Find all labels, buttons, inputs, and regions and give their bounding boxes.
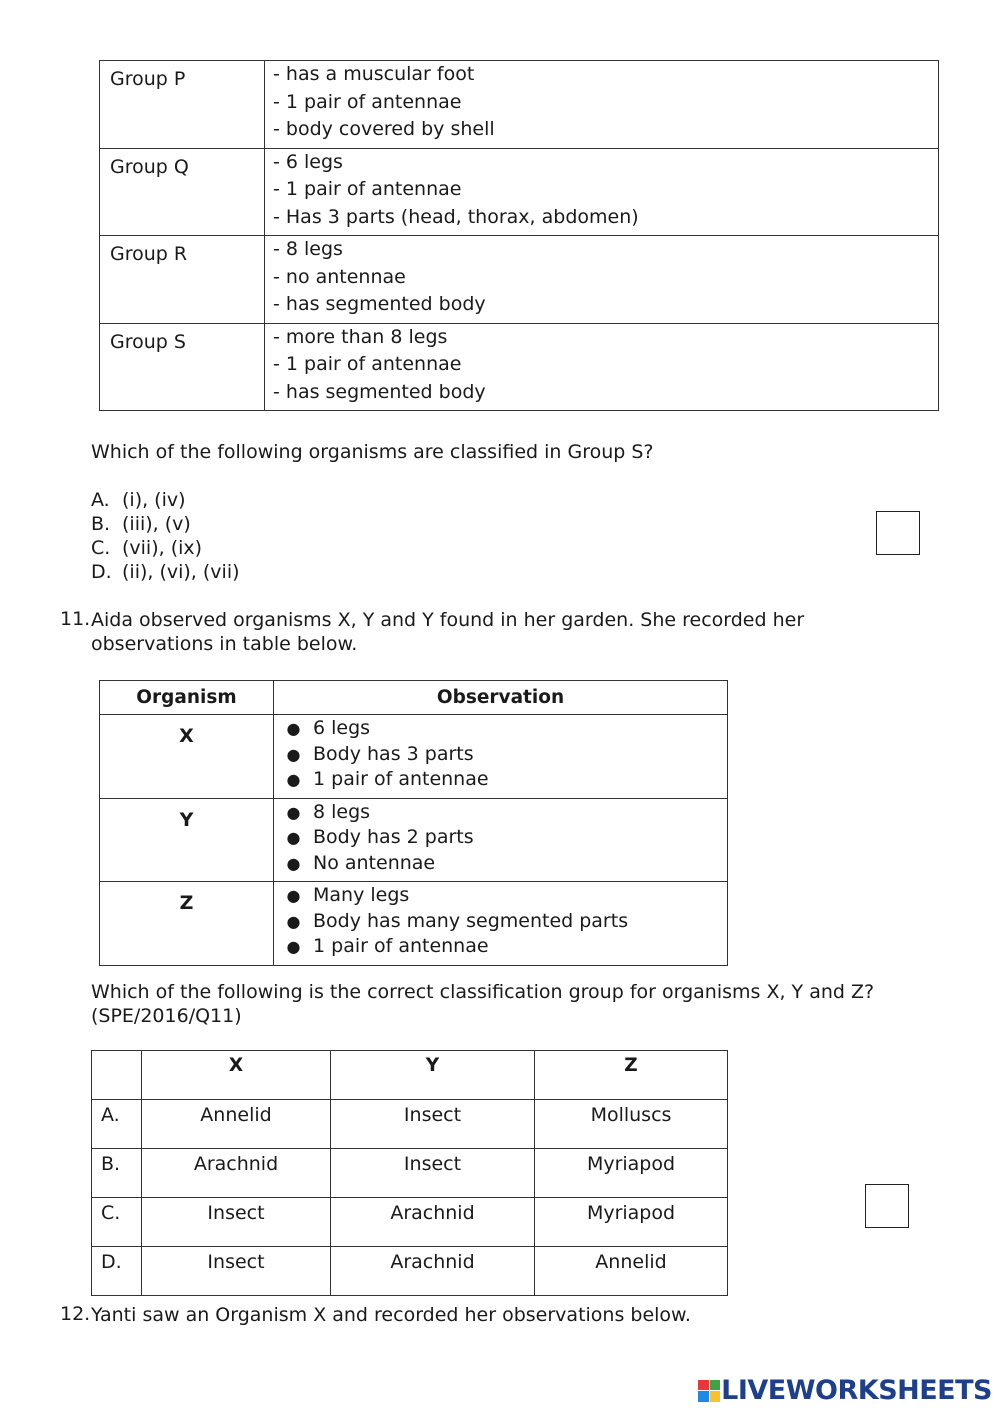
group-name: Group P — [100, 61, 265, 149]
q11-intro-line2: observations in table below. — [91, 633, 358, 655]
option-letter: C. — [91, 537, 111, 559]
table-cell: Myriapod — [535, 1149, 728, 1198]
group-features — [265, 323, 939, 411]
observation-text: Body has 2 parts — [313, 826, 474, 848]
q11-prompt-line1: Which of the following is the correct classification group for organisms X, Y and Z? — [91, 981, 875, 1003]
list-item — [274, 851, 727, 877]
feature-line: - 8 legs — [273, 238, 343, 260]
list-item — [274, 800, 727, 826]
organism-cell: Y — [100, 798, 274, 882]
column-header-x: X — [142, 1051, 331, 1100]
liveworksheets-logo — [698, 1375, 992, 1406]
feature-line: - 1 pair of antennae — [273, 178, 462, 200]
group-features — [265, 236, 939, 324]
observation-text: 8 legs — [313, 800, 371, 823]
feature-line: - 1 pair of antennae — [273, 90, 462, 113]
group-name: Group S — [100, 323, 265, 411]
observation-cell — [274, 715, 728, 799]
table-row — [100, 61, 939, 149]
option-letter: D. — [92, 1247, 142, 1296]
table-row — [100, 798, 728, 882]
table-header-row — [100, 681, 728, 715]
feature-line: - Has 3 parts (head, thorax, abdomen) — [273, 205, 639, 228]
table-cell: Arachnid — [331, 1198, 535, 1247]
logo-mark-icon — [698, 1380, 720, 1402]
logo-mark-square — [710, 1380, 721, 1391]
q10-answer-box[interactable] — [876, 511, 920, 555]
organism-cell: Z — [100, 882, 274, 966]
feature-line: - more than 8 legs — [273, 325, 448, 348]
group-name: Group R — [100, 236, 265, 324]
bullet-icon: ● — [286, 886, 301, 905]
option-text: (ii), (vi), (vii) — [122, 561, 240, 583]
table-row — [92, 1247, 728, 1296]
option-letter: D. — [91, 561, 112, 583]
group-name: Group Q — [100, 148, 265, 236]
feature-line: - has a muscular foot — [273, 63, 475, 85]
group-features — [265, 148, 939, 236]
list-item — [274, 883, 727, 909]
bullet-icon: ● — [286, 911, 301, 931]
observation-table — [99, 680, 728, 966]
empty-header-cell — [92, 1051, 142, 1100]
observation-cell — [274, 882, 728, 966]
list-item — [274, 934, 727, 960]
group-features — [265, 61, 939, 149]
q10-option-d — [91, 560, 240, 584]
organism-header: Organism — [100, 681, 274, 715]
q11-prompt-line2: (SPE/2016/Q11) — [91, 1005, 242, 1027]
table-row — [100, 715, 728, 799]
list-item — [274, 767, 727, 793]
table-cell: Molluscs — [535, 1100, 728, 1149]
feature-line: - body covered by shell — [273, 118, 495, 140]
observation-cell — [274, 798, 728, 882]
observation-text: 6 legs — [313, 717, 371, 739]
bullet-icon: ● — [286, 719, 301, 738]
q11-answer-box[interactable] — [865, 1184, 909, 1228]
observation-text: No antennae — [313, 851, 436, 874]
organism-cell: X — [100, 715, 274, 799]
table-cell: Insect — [142, 1198, 331, 1247]
observation-text: Many legs — [313, 884, 410, 906]
group-table — [99, 60, 939, 411]
option-text: (i), (iv) — [122, 489, 186, 511]
option-letter: C. — [92, 1198, 142, 1247]
bullet-icon: ● — [286, 853, 301, 873]
observation-text: Body has many segmented parts — [313, 909, 629, 932]
q12-number: 12. — [60, 1303, 91, 1325]
bullet-icon: ● — [286, 937, 301, 956]
column-header-y: Y — [331, 1051, 535, 1100]
q11-number: 11. — [60, 608, 91, 630]
bullet-icon: ● — [286, 744, 301, 764]
option-text: (vii), (ix) — [122, 537, 203, 559]
option-letter: A. — [92, 1100, 142, 1149]
table-cell: Annelid — [535, 1247, 728, 1296]
bullet-icon: ● — [286, 828, 301, 847]
feature-line: - 6 legs — [273, 150, 343, 173]
table-cell: Insect — [331, 1100, 535, 1149]
feature-line: - no antennae — [273, 265, 406, 288]
bullet-icon: ● — [286, 802, 301, 822]
feature-line: - has segmented body — [273, 380, 486, 403]
q10-option-c — [91, 536, 202, 560]
table-cell: Arachnid — [331, 1247, 535, 1296]
logo-mark-square — [698, 1391, 709, 1402]
table-cell: Annelid — [142, 1100, 331, 1149]
feature-line: - has segmented body — [273, 293, 486, 315]
q12-text: Yanti saw an Organism X and recorded her observations below. — [91, 1304, 691, 1326]
observation-header: Observation — [274, 681, 728, 715]
observation-text: Body has 3 parts — [313, 742, 474, 765]
q10-option-a — [91, 488, 186, 512]
option-letter: B. — [91, 513, 111, 535]
q10-option-b — [91, 512, 191, 536]
table-row — [100, 236, 939, 324]
logo-mark-square — [710, 1391, 721, 1402]
table-cell: Insect — [331, 1149, 535, 1198]
table-cell: Myriapod — [535, 1198, 728, 1247]
logo-text: LIVEWORKSHEETS — [721, 1375, 992, 1406]
logo-mark-square — [698, 1380, 709, 1391]
observation-text: 1 pair of antennae — [313, 768, 489, 790]
option-letter: A. — [91, 489, 110, 511]
column-header-z: Z — [535, 1051, 728, 1100]
list-item — [274, 825, 727, 851]
option-text: (iii), (v) — [122, 513, 191, 535]
table-row — [92, 1149, 728, 1198]
table-row — [100, 148, 939, 236]
table-cell: Arachnid — [142, 1149, 331, 1198]
list-item — [274, 909, 727, 935]
table-row — [100, 323, 939, 411]
table-cell: Insect — [142, 1247, 331, 1296]
bullet-icon: ● — [286, 770, 301, 789]
list-item — [274, 742, 727, 768]
q11-intro-line1: Aida observed organisms X, Y and Y found in her garden. She recorded her — [91, 609, 805, 631]
table-row — [92, 1198, 728, 1247]
q10-prompt: Which of the following organisms are classified in Group S? — [91, 441, 654, 463]
table-header-row — [92, 1051, 728, 1100]
feature-line: - 1 pair of antennae — [273, 353, 462, 375]
table-row — [100, 882, 728, 966]
option-letter: B. — [92, 1149, 142, 1198]
observation-text: 1 pair of antennae — [313, 935, 489, 957]
classification-table — [91, 1050, 728, 1296]
list-item — [274, 716, 727, 742]
table-row — [92, 1100, 728, 1149]
